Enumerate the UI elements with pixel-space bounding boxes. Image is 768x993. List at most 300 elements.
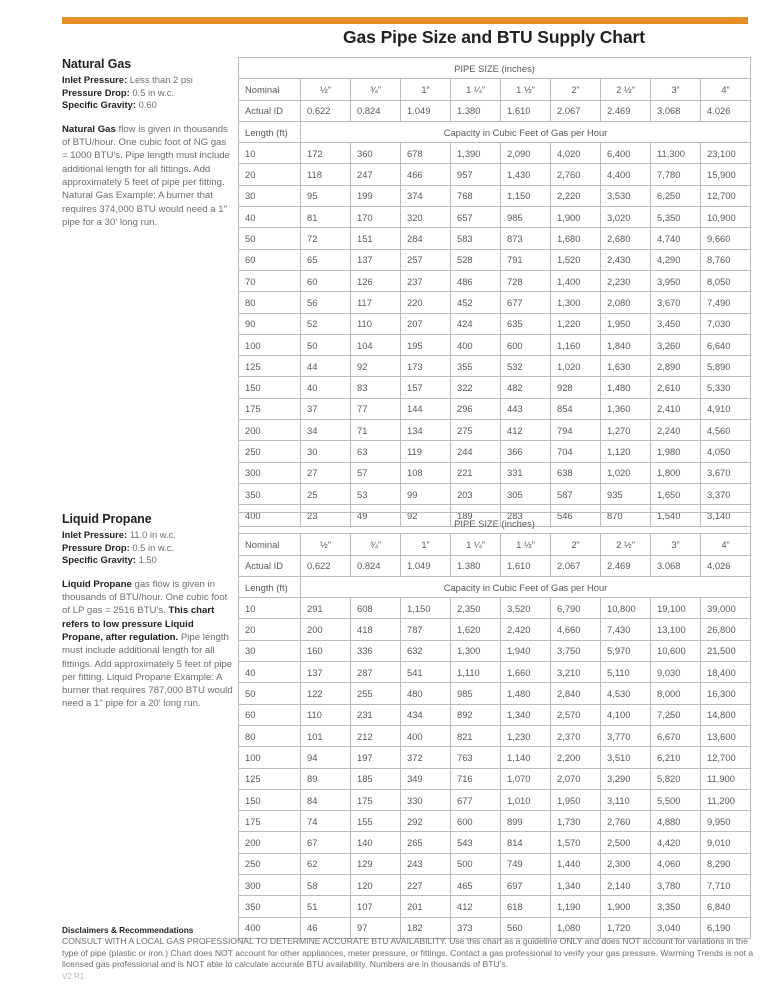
disclaimer-block <box>62 925 762 981</box>
table-row <box>239 640 751 661</box>
capacity-cell: 1,950 <box>601 313 651 334</box>
capacity-cell: 2,430 <box>601 249 651 270</box>
capacity-cell: 3,210 <box>551 662 601 683</box>
capacity-cell: 52 <box>301 313 351 334</box>
spec-value: Less than 2 psi <box>129 74 193 85</box>
capacity-cell: 4,740 <box>651 228 701 249</box>
table-row <box>239 832 751 853</box>
capacity-cell: 37 <box>301 398 351 419</box>
length-cell: 300 <box>239 462 301 483</box>
accent-rule <box>62 17 748 24</box>
capacity-cell: 255 <box>351 683 401 704</box>
spec-value: 11.0 in w.c. <box>129 529 176 540</box>
capacity-cell: 677 <box>501 292 551 313</box>
capacity-cell: 3,950 <box>651 270 701 291</box>
capacity-cell: 84 <box>301 789 351 810</box>
table-row <box>239 292 751 313</box>
capacity-cell: 1,220 <box>551 313 601 334</box>
capacity-cell: 657 <box>451 207 501 228</box>
sidebar-natural-gas <box>62 57 234 229</box>
capacity-cell: 212 <box>351 725 401 746</box>
capacity-cell: 763 <box>451 747 501 768</box>
capacity-cell: 892 <box>451 704 501 725</box>
capacity-cell: 6,210 <box>651 747 701 768</box>
capacity-cell: 5,330 <box>701 377 751 398</box>
version-label: V2.R1 <box>62 971 85 981</box>
capacity-cell: 6,640 <box>701 334 751 355</box>
capacity-cell: 424 <box>451 313 501 334</box>
capacity-cell: 1,430 <box>501 164 551 185</box>
capacity-cell: 172 <box>301 143 351 164</box>
capacity-cell: 3,450 <box>651 313 701 334</box>
table-row <box>239 270 751 291</box>
actual-id-value: 0.622 <box>301 100 351 121</box>
length-cell: 150 <box>239 789 301 810</box>
table-row <box>239 207 751 228</box>
capacity-cell: 40 <box>301 377 351 398</box>
capacity-cell: 23 <box>301 505 351 526</box>
table-row <box>239 619 751 640</box>
capacity-cell: 62 <box>301 853 351 874</box>
capacity-cell: 7,430 <box>601 619 651 640</box>
table-row <box>239 483 751 504</box>
table-row <box>239 164 751 185</box>
capacity-cell: 11,900 <box>701 768 751 789</box>
capacity-cell: 63 <box>351 441 401 462</box>
capacity-cell: 3,510 <box>601 747 651 768</box>
nominal-size-header: 2 ½” <box>601 79 651 100</box>
capacity-cell: 227 <box>401 875 451 896</box>
capacity-cell: 466 <box>401 164 451 185</box>
actual-id-value: 1.049 <box>401 100 451 121</box>
capacity-cell: 6,400 <box>601 143 651 164</box>
nominal-size-header: ½” <box>301 534 351 555</box>
capacity-cell: 144 <box>401 398 451 419</box>
capacity-cell: 97 <box>351 917 401 938</box>
actual-id-value: 2.469 <box>601 100 651 121</box>
capacity-cell: 1,340 <box>501 704 551 725</box>
capacity-cell: 873 <box>501 228 551 249</box>
nominal-size-header: 2 ½” <box>601 534 651 555</box>
capacity-cell: 794 <box>551 420 601 441</box>
table-row <box>239 704 751 725</box>
capacity-cell: 3,670 <box>651 292 701 313</box>
capacity-cell: 221 <box>451 462 501 483</box>
capacity-cell: 110 <box>301 704 351 725</box>
section-description: Liquid Propane gas flow is given in thousands of BTU/hour. One cubic foot of LP gas = 2516 BTU's. This chart refers to low pressure Liquid Propane, after regulation. Pipe length must include additional length for all fittings. Add approximately 5 feet of pipe per fitting. Liquid Propane Example: A burner that requires 787,000 BTU would need a 1" pipe for a 20' long run. <box>62 578 233 710</box>
capacity-cell: 1,520 <box>551 249 601 270</box>
capacity-cell: 49 <box>351 505 401 526</box>
nominal-size-header: 3” <box>651 79 701 100</box>
capacity-cell: 1,440 <box>551 853 601 874</box>
table-row <box>239 725 751 746</box>
capacity-cell: 129 <box>351 853 401 874</box>
capacity-cell: 2,350 <box>451 598 501 619</box>
capacity-cell: 77 <box>351 398 401 419</box>
capacity-cell: 1,980 <box>651 441 701 462</box>
capacity-cell: 2,070 <box>551 768 601 789</box>
capacity-cell: 4,060 <box>651 853 701 874</box>
capacity-cell: 2,420 <box>501 619 551 640</box>
length-cell: 40 <box>239 207 301 228</box>
length-cell: 80 <box>239 725 301 746</box>
capacity-cell: 155 <box>351 811 401 832</box>
length-cell: 350 <box>239 896 301 917</box>
capacity-cell: 39,000 <box>701 598 751 619</box>
capacity-cell: 1,480 <box>501 683 551 704</box>
capacity-cell: 716 <box>451 768 501 789</box>
capacity-cell: 2,090 <box>501 143 551 164</box>
actual-id-value: 0.622 <box>301 555 351 576</box>
capacity-cell: 220 <box>401 292 451 313</box>
capacity-cell: 9,030 <box>651 662 701 683</box>
capacity-cell: 749 <box>501 853 551 874</box>
spec-label: Pressure Drop: <box>62 86 130 98</box>
capacity-cell: 5,970 <box>601 640 651 661</box>
actual-id-value: 4.026 <box>701 555 751 576</box>
capacity-cell: 2,200 <box>551 747 601 768</box>
capacity-cell: 1,070 <box>501 768 551 789</box>
capacity-cell: 9,660 <box>701 228 751 249</box>
capacity-cell: 34 <box>301 420 351 441</box>
capacity-cell: 292 <box>401 811 451 832</box>
capacity-cell: 935 <box>601 483 651 504</box>
capacity-cell: 2,840 <box>551 683 601 704</box>
capacity-cell: 72 <box>301 228 351 249</box>
length-label: Length (ft) <box>239 576 301 597</box>
spec-value: 1.50 <box>138 554 157 566</box>
capacity-cell: 9,950 <box>701 811 751 832</box>
capacity-cell: 543 <box>451 832 501 853</box>
length-cell: 125 <box>239 356 301 377</box>
table-row <box>239 662 751 683</box>
capacity-cell: 4,290 <box>651 249 701 270</box>
section-heading: Natural Gas <box>62 57 132 71</box>
capacity-cell: 4,560 <box>701 420 751 441</box>
pipe-size-banner-row <box>239 513 751 534</box>
capacity-cell: 957 <box>451 164 501 185</box>
capacity-cell: 899 <box>501 811 551 832</box>
pipe-size-banner: PIPE SIZE (inches) <box>239 58 751 79</box>
actual-id-value: 3.068 <box>651 100 701 121</box>
table-row <box>239 398 751 419</box>
table-row <box>239 768 751 789</box>
table-row <box>239 875 751 896</box>
capacity-cell: 197 <box>351 747 401 768</box>
length-cell: 250 <box>239 441 301 462</box>
capacity-cell: 5,500 <box>651 789 701 810</box>
spec-value: 0.60 <box>138 99 157 111</box>
capacity-cell: 243 <box>401 853 451 874</box>
capacity-cell: 108 <box>401 462 451 483</box>
length-cell: 350 <box>239 483 301 504</box>
capacity-cell: 157 <box>401 377 451 398</box>
capacity-cell: 400 <box>451 334 501 355</box>
capacity-cell: 1,270 <box>601 420 651 441</box>
capacity-cell: 360 <box>351 143 401 164</box>
nominal-size-header: 2” <box>551 79 601 100</box>
capacity-cell: 53 <box>351 483 401 504</box>
capacity-cell: 1,360 <box>601 398 651 419</box>
capacity-cell: 8,000 <box>651 683 701 704</box>
capacity-cell: 6,840 <box>701 896 751 917</box>
capacity-cell: 21,500 <box>701 640 751 661</box>
capacity-cell: 2,300 <box>601 853 651 874</box>
capacity-cell: 1,650 <box>651 483 701 504</box>
length-cell: 70 <box>239 270 301 291</box>
capacity-cell: 821 <box>451 725 501 746</box>
table-row <box>239 313 751 334</box>
capacity-cell: 3,530 <box>601 185 651 206</box>
capacity-cell: 768 <box>451 185 501 206</box>
spec-label: Pressure Drop: <box>62 541 130 553</box>
nominal-size-header: ½” <box>301 79 351 100</box>
capacity-cell: 287 <box>351 662 401 683</box>
capacity-cell: 140 <box>351 832 401 853</box>
capacity-cell: 583 <box>451 228 501 249</box>
capacity-cell: 18,400 <box>701 662 751 683</box>
spec-value: 0.5 in w.c. <box>132 541 175 553</box>
capacity-cell: 2,240 <box>651 420 701 441</box>
capacity-cell: 587 <box>551 483 601 504</box>
capacity-cell: 119 <box>401 441 451 462</box>
capacity-cell: 101 <box>301 725 351 746</box>
table-row <box>239 462 751 483</box>
actual-id-value: 1.610 <box>501 555 551 576</box>
capacity-cell: 71 <box>351 420 401 441</box>
capacity-cell: 1,160 <box>551 334 601 355</box>
spec-label: Specific Gravity: <box>62 554 136 566</box>
capacity-cell: 2,760 <box>601 811 651 832</box>
capacity-cell: 791 <box>501 249 551 270</box>
capacity-cell: 173 <box>401 356 451 377</box>
length-cell: 30 <box>239 185 301 206</box>
nominal-size-header: 1 ½” <box>501 79 551 100</box>
table-row <box>239 747 751 768</box>
capacity-cell: 1,840 <box>601 334 651 355</box>
capacity-cell: 1,900 <box>601 896 651 917</box>
capacity-cell: 4,880 <box>651 811 701 832</box>
capacity-cell: 51 <box>301 896 351 917</box>
length-cell: 175 <box>239 398 301 419</box>
capacity-cell: 3,350 <box>651 896 701 917</box>
capacity-cell: 480 <box>401 683 451 704</box>
capacity-cell: 2,370 <box>551 725 601 746</box>
capacity-cell: 6,790 <box>551 598 601 619</box>
capacity-cell: 247 <box>351 164 401 185</box>
actual-id-value: 2.067 <box>551 555 601 576</box>
capacity-cell: 1,140 <box>501 747 551 768</box>
capacity-cell: 697 <box>501 875 551 896</box>
capacity-cell: 151 <box>351 228 401 249</box>
capacity-cell: 5,820 <box>651 768 701 789</box>
capacity-cell: 8,050 <box>701 270 751 291</box>
capacity-cell: 7,780 <box>651 164 701 185</box>
capacity-cell: 465 <box>451 875 501 896</box>
capacity-cell: 58 <box>301 875 351 896</box>
capacity-cell: 30 <box>301 441 351 462</box>
capacity-cell: 195 <box>401 334 451 355</box>
capacity-cell: 638 <box>551 462 601 483</box>
capacity-cell: 9,010 <box>701 832 751 853</box>
length-cell: 50 <box>239 683 301 704</box>
capacity-cell: 13,600 <box>701 725 751 746</box>
capacity-cell: 1,540 <box>651 505 701 526</box>
capacity-cell: 65 <box>301 249 351 270</box>
length-cell: 10 <box>239 143 301 164</box>
natural-gas-capacity-table <box>238 57 751 527</box>
capacity-cell: 19,100 <box>651 598 701 619</box>
disclaimer-heading: Disclaimers & Recommendations <box>62 925 194 935</box>
capacity-banner: Capacity in Cubic Feet of Gas per Hour <box>301 121 751 142</box>
length-cell: 30 <box>239 640 301 661</box>
nominal-label: Nominal <box>239 79 301 100</box>
table-row <box>239 228 751 249</box>
nominal-size-header: 1 ½” <box>501 534 551 555</box>
capacity-cell: 2,680 <box>601 228 651 249</box>
capacity-cell: 2,140 <box>601 875 651 896</box>
capacity-cell: 1,020 <box>601 462 651 483</box>
capacity-cell: 275 <box>451 420 501 441</box>
capacity-cell: 1,080 <box>551 917 601 938</box>
capacity-cell: 1,300 <box>551 292 601 313</box>
capacity-cell: 1,680 <box>551 228 601 249</box>
capacity-cell: 1,010 <box>501 789 551 810</box>
capacity-cell: 291 <box>301 598 351 619</box>
nominal-label: Nominal <box>239 534 301 555</box>
capacity-cell: 985 <box>451 683 501 704</box>
capacity-cell: 412 <box>451 896 501 917</box>
capacity-cell: 5,350 <box>651 207 701 228</box>
capacity-cell: 83 <box>351 377 401 398</box>
table-row <box>239 789 751 810</box>
capacity-cell: 284 <box>401 228 451 249</box>
capacity-cell: 13,100 <box>651 619 701 640</box>
length-cell: 90 <box>239 313 301 334</box>
actual-id-value: 2.067 <box>551 100 601 121</box>
capacity-cell: 330 <box>401 789 451 810</box>
capacity-cell: 2,410 <box>651 398 701 419</box>
capacity-cell: 25 <box>301 483 351 504</box>
section-heading: Liquid Propane <box>62 512 152 526</box>
capacity-cell: 787 <box>401 619 451 640</box>
capacity-cell: 296 <box>451 398 501 419</box>
capacity-cell: 870 <box>601 505 651 526</box>
capacity-cell: 160 <box>301 640 351 661</box>
actual-id-label: Actual ID <box>239 100 301 121</box>
spec-pressure-drop <box>62 542 234 555</box>
nominal-size-header: 4” <box>701 534 751 555</box>
spec-specific-gravity <box>62 554 234 567</box>
capacity-cell: 3,140 <box>701 505 751 526</box>
capacity-cell: 1,950 <box>551 789 601 810</box>
capacity-cell: 99 <box>401 483 451 504</box>
capacity-cell: 237 <box>401 270 451 291</box>
capacity-cell: 546 <box>551 505 601 526</box>
capacity-cell: 349 <box>401 768 451 789</box>
capacity-cell: 4,020 <box>551 143 601 164</box>
capacity-cell: 1,340 <box>551 875 601 896</box>
nominal-size-header: 1” <box>401 79 451 100</box>
capacity-cell: 5,110 <box>601 662 651 683</box>
capacity-cell: 89 <box>301 768 351 789</box>
capacity-cell: 1,300 <box>451 640 501 661</box>
capacity-cell: 1,620 <box>451 619 501 640</box>
capacity-cell: 117 <box>351 292 401 313</box>
capacity-cell: 373 <box>451 917 501 938</box>
capacity-cell: 1,630 <box>601 356 651 377</box>
capacity-cell: 1,230 <box>501 725 551 746</box>
capacity-cell: 44 <box>301 356 351 377</box>
length-cell: 400 <box>239 505 301 526</box>
capacity-cell: 3,290 <box>601 768 651 789</box>
capacity-cell: 257 <box>401 249 451 270</box>
spec-inlet-pressure <box>62 529 234 542</box>
length-cell: 20 <box>239 164 301 185</box>
capacity-cell: 50 <box>301 334 351 355</box>
capacity-cell: 10,600 <box>651 640 701 661</box>
capacity-cell: 412 <box>501 420 551 441</box>
capacity-cell: 486 <box>451 270 501 291</box>
capacity-cell: 107 <box>351 896 401 917</box>
table-row <box>239 420 751 441</box>
capacity-cell: 122 <box>301 683 351 704</box>
capacity-cell: 728 <box>501 270 551 291</box>
capacity-cell: 104 <box>351 334 401 355</box>
capacity-cell: 400 <box>401 725 451 746</box>
actual-id-value: 1.610 <box>501 100 551 121</box>
length-cell: 200 <box>239 420 301 441</box>
length-cell: 20 <box>239 619 301 640</box>
capacity-cell: 137 <box>301 662 351 683</box>
capacity-cell: 126 <box>351 270 401 291</box>
actual-id-row <box>239 555 751 576</box>
capacity-banner-row <box>239 121 751 142</box>
actual-id-value: 4.026 <box>701 100 751 121</box>
capacity-cell: 95 <box>301 185 351 206</box>
capacity-cell: 1,720 <box>601 917 651 938</box>
capacity-cell: 560 <box>501 917 551 938</box>
table-row <box>239 441 751 462</box>
capacity-cell: 1,110 <box>451 662 501 683</box>
capacity-cell: 4,660 <box>551 619 601 640</box>
capacity-cell: 1,940 <box>501 640 551 661</box>
capacity-cell: 600 <box>501 334 551 355</box>
nominal-header-row <box>239 534 751 555</box>
spec-pressure-drop <box>62 87 234 100</box>
capacity-cell: 12,700 <box>701 747 751 768</box>
capacity-cell: 374 <box>401 185 451 206</box>
length-cell: 125 <box>239 768 301 789</box>
capacity-cell: 355 <box>451 356 501 377</box>
capacity-cell: 704 <box>551 441 601 462</box>
capacity-cell: 182 <box>401 917 451 938</box>
capacity-cell: 452 <box>451 292 501 313</box>
length-label: Length (ft) <box>239 121 301 142</box>
capacity-cell: 92 <box>401 505 451 526</box>
length-cell: 10 <box>239 598 301 619</box>
section-description: Natural Gas flow is given in thousands of BTU/hour. One cubic foot of NG gas = 1000 BTU's. Pipe length must include additional length for all fittings. Add approximately 5 feet of pipe per fitting. Natural Gas Example: A burner that requires 374,000 BTU would need a 1" pipe for a 30' long run. <box>62 123 230 228</box>
capacity-cell: 500 <box>451 853 501 874</box>
capacity-cell: 16,300 <box>701 683 751 704</box>
capacity-cell: 200 <box>301 619 351 640</box>
length-cell: 150 <box>239 377 301 398</box>
capacity-cell: 7,710 <box>701 875 751 896</box>
capacity-cell: 92 <box>351 356 401 377</box>
capacity-cell: 189 <box>451 505 501 526</box>
capacity-cell: 305 <box>501 483 551 504</box>
table-row <box>239 249 751 270</box>
